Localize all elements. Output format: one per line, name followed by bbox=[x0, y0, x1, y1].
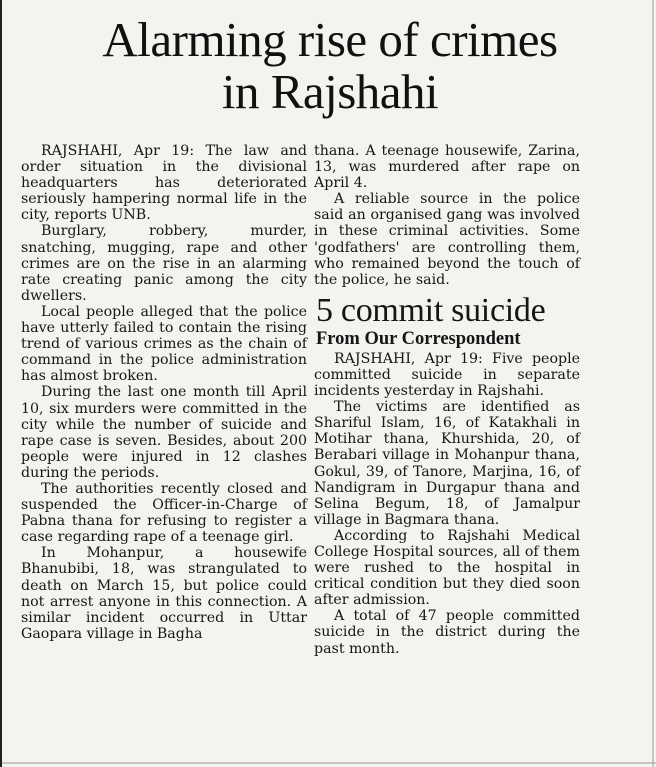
article-paragraph-continued: thana. A teenage housewife, Zarina, 13, was murdered after rape on April 4. bbox=[314, 143, 580, 192]
article-paragraph: In Mohanpur, a housewife Bhanubibi, 18, was strangulated to death on March 15, but police could not arrest anyone in this connection. A similar incident occurred in Uttar Gaopara village in Bagha bbox=[21, 545, 307, 642]
headline-line-1: Alarming rise of crimes bbox=[102, 12, 558, 67]
article-paragraph: RAJSHAHI, Apr 19: The law and order situation in the divisional headquarters has deteriorated seriously hampering normal life in the city, reports UNB. bbox=[21, 143, 307, 224]
byline: From Our Correspondent bbox=[316, 328, 521, 349]
headline-line-2: in Rajshahi bbox=[221, 64, 439, 119]
article-paragraph: RAJSHAHI, Apr 19: Five people committed suicide in separate incidents yesterday in Rajshahi. bbox=[314, 350, 580, 400]
main-headline bbox=[10, 14, 650, 118]
article-paragraph: Burglary, robbery, murder, snatching, mugging, rape and other crimes are on the rise in an alarming rate creating panic among the city dwellers. bbox=[21, 223, 307, 304]
article-paragraph: The authorities recently closed and suspended the Officer-in-Charge of Pabna thana for refusing to register a case regarding rape of a teenage girl. bbox=[21, 480, 307, 546]
article-paragraph: A reliable source in the police said an organised gang was involved in these criminal activities. Some 'godfathers' are controlling them, who remained beyond the touch of the police, he said. bbox=[314, 191, 580, 288]
article-paragraph: The victims are identified as Shariful Islam, 16, of Katakhali in Motihar thana, Khurshida, 20, of Berabari village in Mohanpur thana, Gokul, 39, of Tanore, Marjina, 16, of Nandigram in Durgapur thana and Selina Begum, 18, of Jamalpur village in Bagmara thana. bbox=[314, 399, 580, 528]
article-paragraph: According to Rajshahi Medical College Hospital sources, all of them were rushed to the hospital in critical condition but they died soon after admission. bbox=[314, 527, 580, 609]
article-paragraph: A total of 47 people committed suicide in the district during the past month. bbox=[314, 608, 580, 657]
article-paragraph: During the last one month till April 10, six murders were committed in the city while the number of suicide and rape case is seven. Besides, about 200 people were injured in 12 clashes during the periods. bbox=[21, 384, 307, 481]
article-column-right bbox=[314, 143, 580, 657]
article-paragraph: Local people alleged that the police have utterly failed to contain the rising trend of various crimes as the chain of command in the police administration has almost broken. bbox=[21, 303, 307, 385]
article-column-left bbox=[21, 143, 307, 642]
suicide-headline: 5 commit suicide bbox=[316, 291, 546, 329]
